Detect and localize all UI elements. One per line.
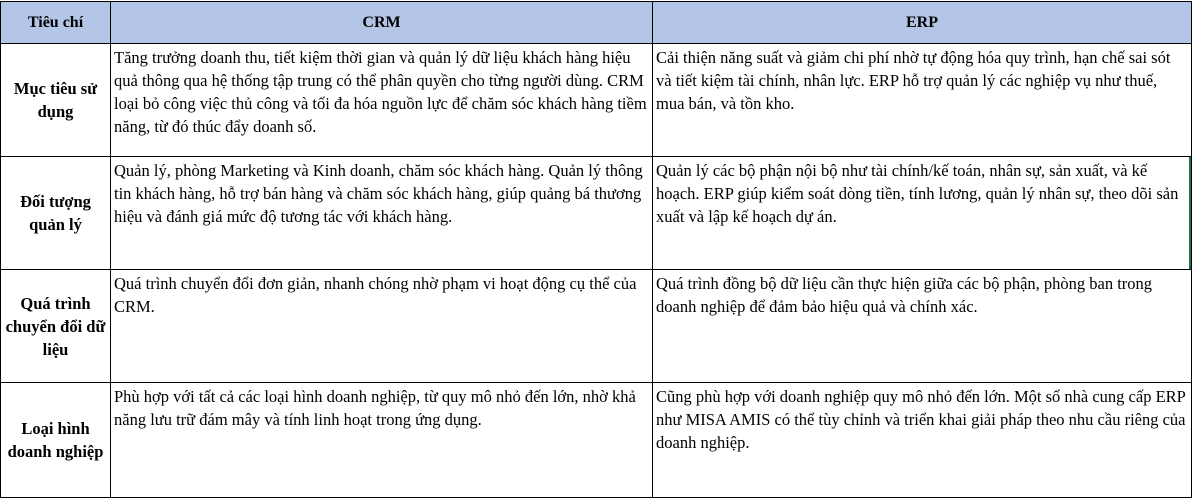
table-row	[1, 44, 1192, 157]
header-erp: ERP	[653, 2, 1192, 44]
table-row	[1, 383, 1192, 498]
criterion-cell: Mục tiêu sử dụng	[1, 44, 111, 157]
erp-cell: Cải thiện năng suất và giảm chi phí nhờ tự động hóa quy trình, hạn chế sai sót và tiết kiệm tài chính, nhân lực. ERP hỗ trợ quản lý các nghiệp vụ như thuế, mua bán, và tồn kho.	[653, 44, 1192, 157]
erp-cell: Cũng phù hợp với doanh nghiệp quy mô nhỏ đến lớn. Một số nhà cung cấp ERP như MISA AMIS có thể tùy chỉnh và triển khai giải pháp theo nhu cầu riêng của doanh nghiệp.	[653, 383, 1192, 498]
erp-cell: Quản lý các bộ phận nội bộ như tài chính/kế toán, nhân sự, sản xuất, và kế hoạch. ERP giúp kiểm soát dòng tiền, tính lương, quản lý nhân sự, theo dõi sản xuất và lập kế hoạch dự án.	[653, 157, 1192, 270]
crm-cell: Quá trình chuyển đổi đơn giản, nhanh chóng nhờ phạm vi hoạt động cụ thể của CRM.	[111, 270, 653, 383]
crm-cell: Phù hợp với tất cả các loại hình doanh nghiệp, từ quy mô nhỏ đến lớn, nhờ khả năng lưu trữ đám mây và tính linh hoạt trong ứng dụng.	[111, 383, 653, 498]
table-row	[1, 270, 1192, 383]
header-crm: CRM	[111, 2, 653, 44]
crm-cell: Tăng trưởng doanh thu, tiết kiệm thời gian và quản lý dữ liệu khách hàng hiệu quả thông qua hệ thống tập trung có thể phân quyền cho từng người dùng. CRM loại bỏ công việc thủ công và tối đa hóa nguồn lực để chăm sóc khách hàng tiềm năng, từ đó thúc đẩy doanh số.	[111, 44, 653, 157]
header-row	[1, 2, 1192, 44]
criterion-cell: Loại hình doanh nghiệp	[1, 383, 111, 498]
erp-cell: Quá trình đồng bộ dữ liệu cần thực hiện giữa các bộ phận, phòng ban trong doanh nghiệp để đảm bảo hiệu quả và chính xác.	[653, 270, 1192, 383]
header-criterion: Tiêu chí	[1, 2, 111, 44]
comparison-table	[0, 1, 1192, 498]
criterion-cell: Quá trình chuyển đổi dữ liệu	[1, 270, 111, 383]
table-row	[1, 157, 1192, 270]
crm-cell: Quản lý, phòng Marketing và Kinh doanh, chăm sóc khách hàng. Quản lý thông tin khách hàng, hỗ trợ bán hàng và chăm sóc khách hàng, giúp quảng bá thương hiệu và đánh giá mức độ tương tác với khách hàng.	[111, 157, 653, 270]
criterion-cell: Đối tượng quản lý	[1, 157, 111, 270]
